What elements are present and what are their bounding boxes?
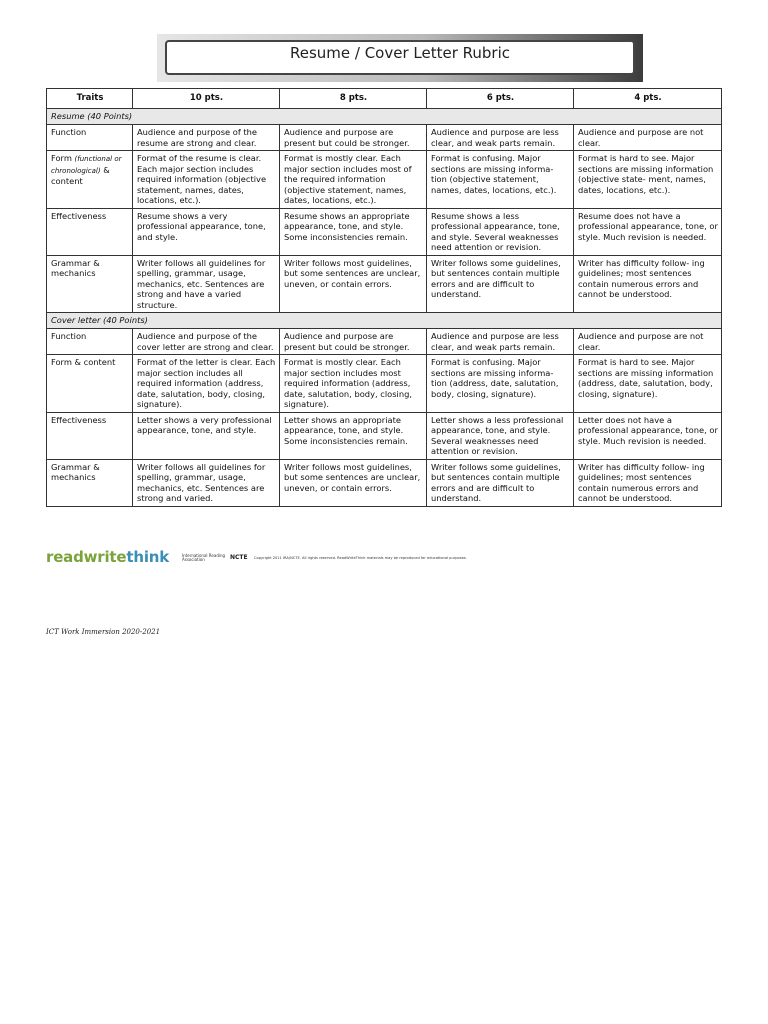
cell-6pts: Writer follows some guidelines, but sentences contain multiple errors and are difficult to understand. bbox=[427, 255, 574, 313]
cell-10pts: Writer follows all guidelines for spelling, grammar, usage, mechanics, etc. Sentences are strong and have a varied structure. bbox=[133, 255, 280, 313]
trait-cell bbox=[47, 255, 133, 313]
cell-6pts: Audience and purpose are less clear, and weak parts remain. bbox=[427, 125, 574, 151]
table-row bbox=[47, 459, 722, 506]
logo-read: read bbox=[46, 548, 84, 566]
section-row-cover-letter bbox=[47, 313, 722, 329]
cell-4pts: Audience and purpose are not clear. bbox=[574, 329, 722, 355]
logo-write: write bbox=[83, 548, 127, 566]
cell-6pts: Letter shows a less professional appearance, tone, and style. Several weaknesses need attention or revision. bbox=[427, 412, 574, 459]
rubric-table bbox=[46, 88, 722, 507]
cell-10pts: Format of the resume is clear. Each major section includes required information (objective statement, names, dates, locations, etc.). bbox=[133, 151, 280, 209]
cell-6pts: Resume shows a less professional appearance, tone, and style. Several weaknesses need attention or revision. bbox=[427, 208, 574, 255]
section-heading: Resume (40 Points) bbox=[47, 109, 722, 125]
col-header-4pts: 4 pts. bbox=[574, 89, 722, 109]
cell-10pts: Audience and purpose of the cover letter are strong and clear. bbox=[133, 329, 280, 355]
table-row bbox=[47, 208, 722, 255]
cell-6pts: Format is confusing. Major sections are missing informa- tion (address, date, salutation, body, closing, signature). bbox=[427, 355, 574, 413]
cell-8pts: Audience and purpose are present but could be stronger. bbox=[280, 125, 427, 151]
trait-cell bbox=[47, 355, 133, 413]
cell-4pts: Writer has difficulty follow- ing guidelines; most sentences contain numerous errors and cannot be understood. bbox=[574, 255, 722, 313]
title-box bbox=[165, 40, 635, 75]
table-row bbox=[47, 355, 722, 413]
cell-4pts: Format is hard to see. Major sections are missing information (address, date, salutation, body, closing, signature). bbox=[574, 355, 722, 413]
table-row bbox=[47, 412, 722, 459]
section-row-resume bbox=[47, 109, 722, 125]
trait-label: Function bbox=[51, 127, 87, 137]
col-header-traits: Traits bbox=[47, 89, 133, 109]
readwritethink-logo bbox=[46, 548, 169, 566]
trait-sublabel: (functional or chronological) bbox=[51, 155, 122, 175]
table-row bbox=[47, 125, 722, 151]
trait-label: Effectiveness bbox=[51, 414, 107, 425]
trait-label: Grammar & mechanics bbox=[51, 461, 100, 482]
cell-4pts: Letter does not have a professional appearance, tone, or style. Much revision is needed. bbox=[574, 412, 722, 459]
cell-8pts: Audience and purpose are present but could be stronger. bbox=[280, 329, 427, 355]
cell-4pts: Audience and purpose are not clear. bbox=[574, 125, 722, 151]
section-heading: Cover letter (40 Points) bbox=[47, 313, 722, 329]
ncte-logo: NCTE bbox=[230, 554, 248, 561]
cell-4pts: Resume does not have a professional appearance, tone, or style. Much revision is needed. bbox=[574, 208, 722, 255]
table-row bbox=[47, 329, 722, 355]
header-row bbox=[47, 89, 722, 109]
cell-10pts: Format of the letter is clear. Each major section includes all required information (address, date, salutation, body, closing, signature). bbox=[133, 355, 280, 413]
ira-logo: International Reading Association bbox=[182, 553, 226, 562]
page-title: Resume / Cover Letter Rubric bbox=[289, 44, 511, 62]
logo-think: think bbox=[126, 548, 170, 566]
col-header-10pts: 10 pts. bbox=[133, 89, 280, 109]
cell-10pts: Letter shows a very professional appearance, tone, and style. bbox=[133, 412, 280, 459]
cell-8pts: Writer follows most guidelines, but some sentences are unclear, uneven, or contain errors. bbox=[280, 255, 427, 313]
cell-4pts: Writer has difficulty follow- ing guidelines; most sentences contain numerous errors and cannot be understood. bbox=[574, 459, 722, 506]
cell-8pts: Format is mostly clear. Each major section includes most of the required information (objective statement, names, dates, locations, etc.). bbox=[280, 151, 427, 209]
title-banner bbox=[157, 34, 643, 82]
cell-6pts: Writer follows some guidelines, but sentences contain multiple errors and are difficult to understand. bbox=[427, 459, 574, 506]
trait-cell bbox=[47, 125, 133, 151]
trait-cell bbox=[47, 459, 133, 506]
cell-4pts: Format is hard to see. Major sections are missing information (objective state- ment, names, dates, locations, etc.). bbox=[574, 151, 722, 209]
trait-label: Grammar & mechanics bbox=[51, 257, 100, 278]
trait-cell bbox=[47, 208, 133, 255]
copyright-text: Copyright 2011 IRA/NCTE. All rights reserved. ReadWriteThink materials may be reproduced for educational purposes. bbox=[254, 556, 467, 560]
cell-8pts: Format is mostly clear. Each major section includes most required information (address, date, salutation, body, closing, signature). bbox=[280, 355, 427, 413]
trait-cell bbox=[47, 151, 133, 209]
footnote: ICT Work Immersion 2020-2021 bbox=[46, 628, 161, 636]
cell-6pts: Audience and purpose are less clear, and weak parts remain. bbox=[427, 329, 574, 355]
trait-label: Function bbox=[51, 331, 87, 341]
cell-6pts: Format is confusing. Major sections are missing informa- tion (objective statement, names, dates, locations, etc.). bbox=[427, 151, 574, 209]
trait-label: Effectiveness bbox=[51, 210, 107, 221]
trait-cell bbox=[47, 412, 133, 459]
table-row bbox=[47, 255, 722, 313]
trait-label: Form bbox=[51, 153, 72, 163]
cell-8pts: Letter shows an appropriate appearance, tone, and style. Some inconsistencies remain. bbox=[280, 412, 427, 459]
cell-8pts: Resume shows an appropriate appearance, tone, and style. Some inconsistencies remain. bbox=[280, 208, 427, 255]
cell-10pts: Writer follows all guidelines for spelling, grammar, usage, mechanics, etc. Sentences are strong and varied. bbox=[133, 459, 280, 506]
col-header-8pts: 8 pts. bbox=[280, 89, 427, 109]
trait-cell bbox=[47, 329, 133, 355]
table-row bbox=[47, 151, 722, 209]
col-header-6pts: 6 pts. bbox=[427, 89, 574, 109]
footer bbox=[46, 548, 726, 566]
trait-label: Form & content bbox=[51, 357, 116, 367]
cell-8pts: Writer follows most guidelines, but some sentences are unclear, uneven, or contain errors. bbox=[280, 459, 427, 506]
trait-label-tail: & content bbox=[51, 164, 110, 186]
cell-10pts: Audience and purpose of the resume are strong and clear. bbox=[133, 125, 280, 151]
cell-10pts: Resume shows a very professional appearance, tone, and style. bbox=[133, 208, 280, 255]
